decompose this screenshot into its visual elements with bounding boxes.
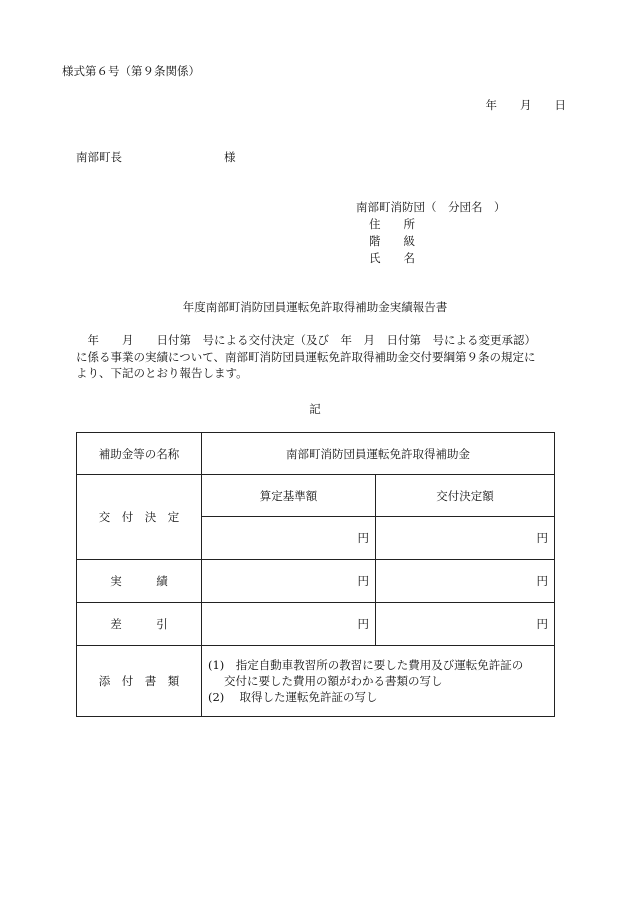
- table-row: [77, 433, 555, 475]
- ki-heading: 記: [309, 402, 321, 416]
- decision-label: 交 付 決 定: [77, 475, 202, 560]
- difference-standard-yen: 円: [202, 603, 376, 646]
- report-table: [76, 432, 555, 717]
- body-line-1: 年 月 日付第 号による交付決定（及び 年 月 日付第 号による変更承認）: [76, 333, 536, 347]
- col-decided-header: 交付決定額: [376, 475, 555, 517]
- attachment-item-1a: (1) 指定自動車教習所の教習に要した費用及び運転免許証の: [208, 658, 524, 672]
- sender-unit: 南部町消防団（ 分団名 ）: [356, 200, 506, 214]
- date-line: 年 月 日: [485, 98, 566, 112]
- actual-label: 実 績: [77, 560, 202, 603]
- table-row: [77, 475, 555, 517]
- sender-address-label: 住 所: [369, 217, 415, 231]
- addressee: [76, 149, 236, 165]
- actual-standard-yen: 円: [202, 560, 376, 603]
- body-line-2: に係る事業の実績について、南部町消防団員運転免許取得補助金交付要綱第９条の規定に: [76, 349, 536, 364]
- body-line-3: より、下記のとおり報告します。: [76, 366, 248, 380]
- attachments-list: [202, 646, 555, 717]
- table-row: [77, 646, 555, 717]
- form-number: 様式第６号（第９条関係）: [62, 64, 200, 78]
- subsidy-name-label: 補助金等の名称: [77, 433, 202, 475]
- attachment-item-1b: 交付に要した費用の額がわかる書類の写し: [224, 674, 443, 688]
- table-row: [77, 603, 555, 646]
- sender-rank-label: 階 級: [369, 234, 415, 248]
- document-title: 年度南部町消防団員運転免許取得補助金実績報告書: [182, 300, 448, 314]
- attachment-item-2: (2) 取得した運転免許証の写し: [208, 690, 378, 704]
- col-standard-header: 算定基準額: [202, 475, 376, 517]
- attachments-label: 添 付 書 類: [77, 646, 202, 717]
- table-row: [77, 560, 555, 603]
- decision-decided-yen: 円: [376, 517, 555, 560]
- sender-block: [356, 199, 506, 267]
- actual-decided-yen: 円: [376, 560, 555, 603]
- addressee-name: 南部町長: [76, 150, 122, 164]
- report-body: [76, 332, 566, 382]
- sender-name-label: 氏 名: [369, 251, 415, 265]
- decision-standard-yen: 円: [202, 517, 376, 560]
- addressee-honorific: 様: [224, 150, 236, 164]
- difference-label: 差 引: [77, 603, 202, 646]
- difference-decided-yen: 円: [376, 603, 555, 646]
- subsidy-name-value: 南部町消防団員運転免許取得補助金: [202, 433, 555, 475]
